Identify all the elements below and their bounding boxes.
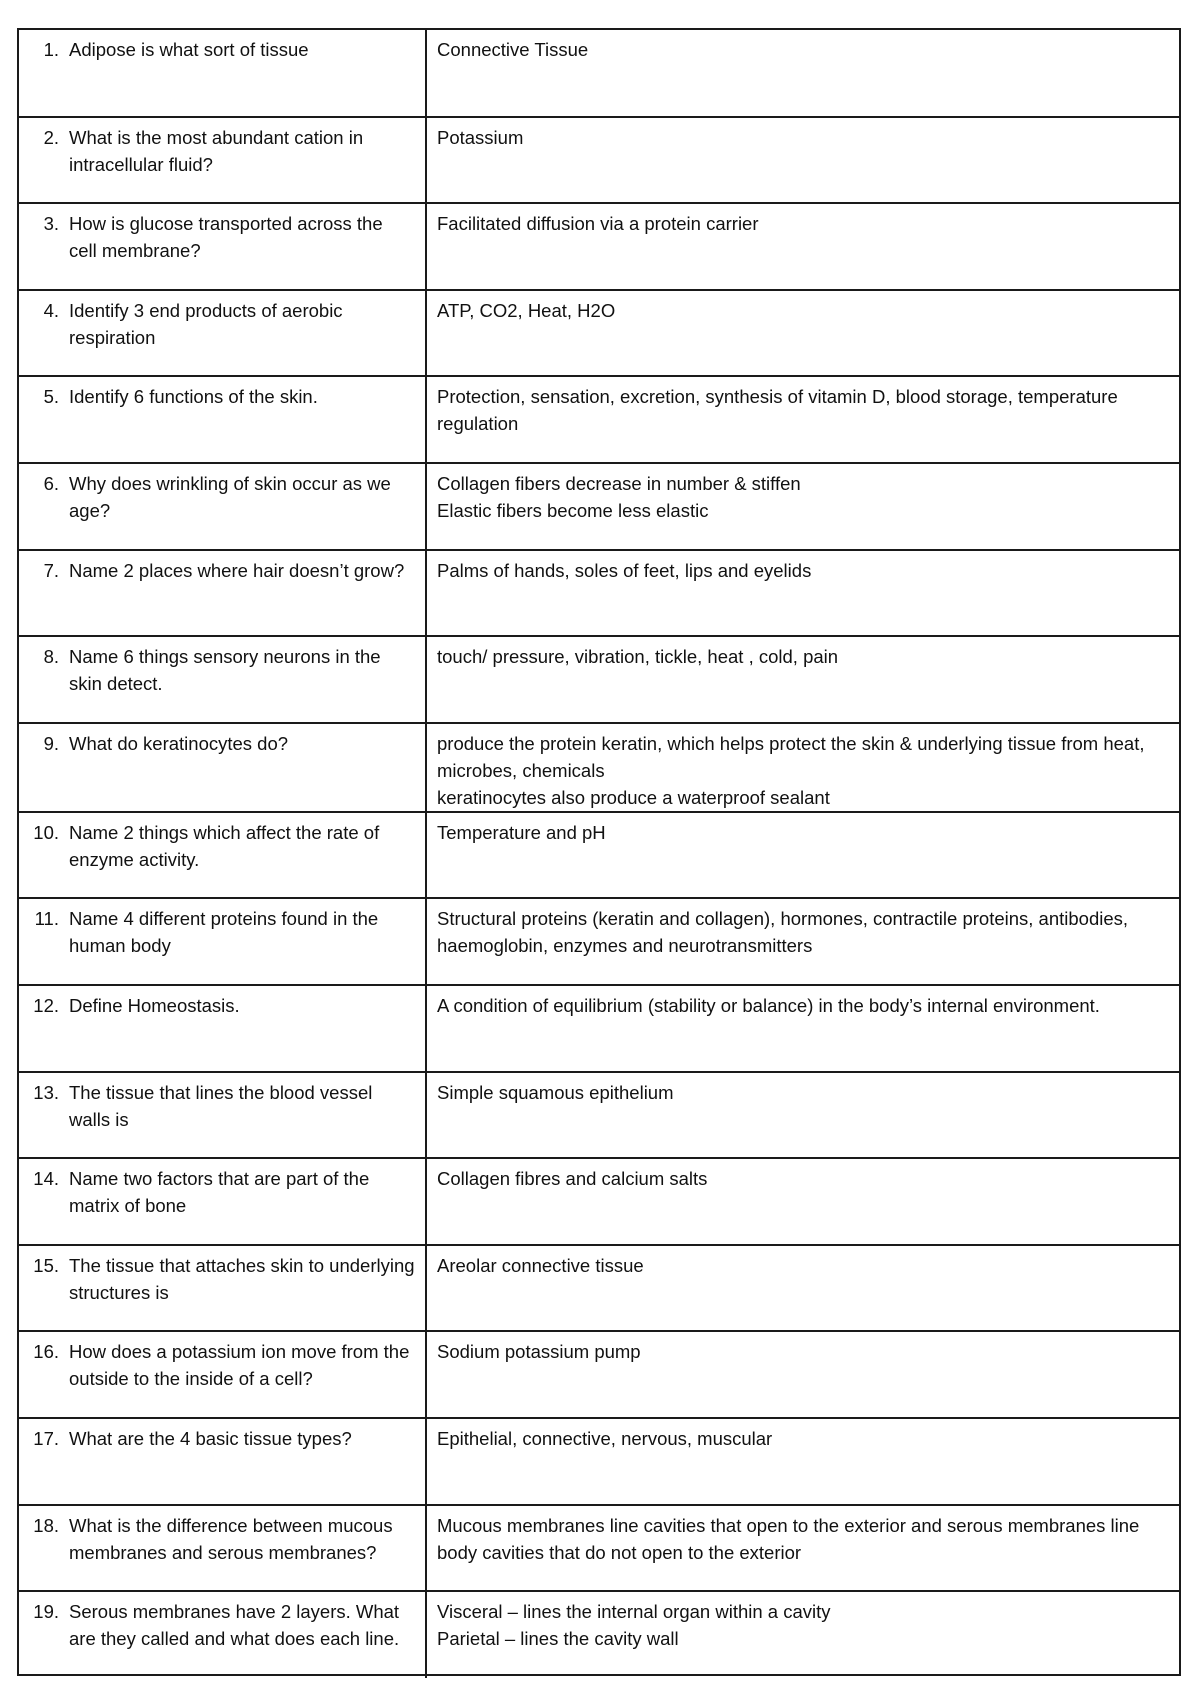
question-cell <box>19 1158 426 1245</box>
answer-cell <box>426 1505 1179 1592</box>
answer-text: touch/ pressure, vibration, tickle, heat , cold, pain <box>437 646 839 668</box>
table-row <box>19 30 1179 117</box>
question-wrapper <box>29 36 415 63</box>
question-wrapper <box>29 905 415 959</box>
question-wrapper <box>29 124 415 178</box>
question-cell <box>19 117 426 204</box>
answer-cell <box>426 463 1179 550</box>
table-row <box>19 203 1179 290</box>
qa-document <box>17 28 1181 1676</box>
answer-text: Areolar connective tissue <box>437 1254 644 1276</box>
question-number: 2. <box>43 126 59 148</box>
question-text: How is glucose transported across the cell membrane? <box>69 213 383 262</box>
table-row <box>19 812 1179 899</box>
question-number: 5. <box>43 386 59 408</box>
question-number: 11. <box>34 908 59 930</box>
question-wrapper <box>29 557 415 584</box>
answer-cell <box>426 636 1179 723</box>
question-wrapper <box>29 730 415 757</box>
question-wrapper <box>29 470 415 524</box>
question-wrapper <box>29 992 415 1019</box>
question-number: 12. <box>33 994 59 1016</box>
table-row <box>19 1158 1179 1245</box>
question-number: 15. <box>33 1254 59 1276</box>
answer-cell <box>426 290 1179 377</box>
answer-cell <box>426 985 1179 1072</box>
table-row <box>19 1245 1179 1332</box>
question-number: 19. <box>33 1601 59 1623</box>
table-row <box>19 723 1179 812</box>
question-number: 1. <box>43 39 59 60</box>
question-text: What is the most abundant cation in intracellular fluid? <box>69 126 364 175</box>
question-wrapper <box>29 1338 415 1392</box>
question-number: 7. <box>43 559 59 581</box>
answer-cell <box>426 898 1179 985</box>
question-wrapper <box>29 819 415 873</box>
question-cell <box>19 30 426 117</box>
question-number: 16. <box>33 1341 59 1363</box>
question-text: Serous membranes have 2 layers. What are they called and what does each line. <box>69 1601 400 1650</box>
question-wrapper <box>29 643 415 697</box>
question-number: 4. <box>43 299 59 321</box>
answer-text: ATP, CO2, Heat, H2O <box>437 299 616 321</box>
question-text: The tissue that attaches skin to underlying structures is <box>69 1254 415 1303</box>
table-row <box>19 898 1179 985</box>
question-text: What is the difference between mucous membranes and serous membranes? <box>69 1514 393 1563</box>
question-text: Name 4 different proteins found in the human body <box>69 908 379 957</box>
qa-table-body <box>19 30 1179 1678</box>
table-row <box>19 636 1179 723</box>
question-cell <box>19 1245 426 1332</box>
question-wrapper <box>29 210 415 264</box>
answer-text: Potassium <box>437 126 524 148</box>
table-row <box>19 1418 1179 1505</box>
answer-text: Collagen fibres and calcium salts <box>437 1168 708 1190</box>
table-row <box>19 1072 1179 1159</box>
answer-text: Palms of hands, soles of feet, lips and eyelids <box>437 559 812 581</box>
question-cell <box>19 1331 426 1418</box>
question-number: 10. <box>33 821 59 843</box>
answer-cell <box>426 723 1179 812</box>
answer-text: Mucous membranes line cavities that open to the exterior and serous membranes line body cavities that do not open to the exterior <box>437 1514 1140 1563</box>
answer-cell <box>426 1072 1179 1159</box>
answer-cell <box>426 30 1179 117</box>
question-text: The tissue that lines the blood vessel walls is <box>69 1081 373 1130</box>
question-number: 9. <box>43 732 59 754</box>
answer-cell <box>426 203 1179 290</box>
answer-text: A condition of equilibrium (stability or balance) in the body’s internal environment. <box>437 994 1100 1016</box>
question-wrapper <box>29 383 415 410</box>
question-text: Name 2 places where hair doesn’t grow? <box>69 559 405 581</box>
question-number: 13. <box>33 1081 59 1103</box>
question-cell <box>19 812 426 899</box>
question-text: Name 6 things sensory neurons in the skin detect. <box>69 646 381 695</box>
question-number: 18. <box>33 1514 59 1536</box>
answer-cell <box>426 376 1179 463</box>
answer-text: Sodium potassium pump <box>437 1341 641 1363</box>
answer-cell <box>426 550 1179 637</box>
table-row <box>19 376 1179 463</box>
answer-text: Structural proteins (keratin and collagen), hormones, contractile proteins, antibodies, haemoglobin, enzymes and neurotransmitters <box>437 908 1129 957</box>
question-wrapper <box>29 1512 415 1566</box>
question-cell <box>19 1591 426 1678</box>
question-number: 3. <box>43 213 59 235</box>
table-row <box>19 1505 1179 1592</box>
answer-text: keratinocytes also produce a waterproof sealant <box>437 786 830 808</box>
question-number: 17. <box>33 1427 59 1449</box>
question-text: What are the 4 basic tissue types? <box>69 1427 352 1449</box>
table-row <box>19 985 1179 1072</box>
question-cell <box>19 290 426 377</box>
answer-cell <box>426 1158 1179 1245</box>
question-wrapper <box>29 297 415 351</box>
answer-cell <box>426 1245 1179 1332</box>
answer-text: Collagen fibers decrease in number & stiffen <box>437 472 801 494</box>
question-cell <box>19 1418 426 1505</box>
question-wrapper <box>29 1425 415 1452</box>
question-wrapper <box>29 1165 415 1219</box>
question-cell <box>19 1072 426 1159</box>
answer-cell <box>426 1591 1179 1678</box>
question-number: 6. <box>43 472 59 494</box>
question-wrapper <box>29 1598 415 1652</box>
question-cell <box>19 463 426 550</box>
table-row <box>19 1331 1179 1418</box>
answer-text: Parietal – lines the cavity wall <box>437 1628 679 1650</box>
table-row <box>19 1591 1179 1678</box>
question-text: Name two factors that are part of the matrix of bone <box>69 1168 370 1217</box>
question-wrapper <box>29 1079 415 1133</box>
table-row <box>19 290 1179 377</box>
answer-text: produce the protein keratin, which helps protect the skin & underlying tissue from heat, microbes, chemicals <box>437 732 1145 781</box>
question-cell <box>19 723 426 812</box>
question-cell <box>19 985 426 1072</box>
answer-cell <box>426 1418 1179 1505</box>
table-row <box>19 463 1179 550</box>
question-cell <box>19 1505 426 1592</box>
answer-cell <box>426 117 1179 204</box>
question-text: Identify 3 end products of aerobic respiration <box>69 299 343 348</box>
answer-text: Connective Tissue <box>437 39 589 60</box>
question-text: Define Homeostasis. <box>69 994 240 1016</box>
answer-cell <box>426 1331 1179 1418</box>
question-text: Identify 6 functions of the skin. <box>69 386 318 408</box>
answer-text: Visceral – lines the internal organ within a cavity <box>437 1601 831 1623</box>
answer-text: Temperature and pH <box>437 821 606 843</box>
question-cell <box>19 898 426 985</box>
question-text: Name 2 things which affect the rate of enzyme activity. <box>69 821 380 870</box>
answer-text: Epithelial, connective, nervous, muscular <box>437 1427 773 1449</box>
answer-text: Elastic fibers become less elastic <box>437 499 709 521</box>
question-number: 8. <box>43 646 59 668</box>
question-text: Why does wrinkling of skin occur as we age? <box>69 472 391 521</box>
question-cell <box>19 203 426 290</box>
question-cell <box>19 550 426 637</box>
question-number: 14. <box>33 1168 59 1190</box>
question-cell <box>19 376 426 463</box>
question-text: Adipose is what sort of tissue <box>69 39 309 60</box>
question-cell <box>19 636 426 723</box>
table-row <box>19 550 1179 637</box>
table-row <box>19 117 1179 204</box>
answer-text: Facilitated diffusion via a protein carrier <box>437 213 759 235</box>
answer-cell <box>426 812 1179 899</box>
answer-text: Protection, sensation, excretion, synthesis of vitamin D, blood storage, temperature regulation <box>437 386 1118 435</box>
question-text: What do keratinocytes do? <box>69 732 289 754</box>
question-text: How does a potassium ion move from the outside to the inside of a cell? <box>69 1341 410 1390</box>
qa-table <box>19 30 1179 1678</box>
question-wrapper <box>29 1252 415 1306</box>
answer-text: Simple squamous epithelium <box>437 1081 674 1103</box>
